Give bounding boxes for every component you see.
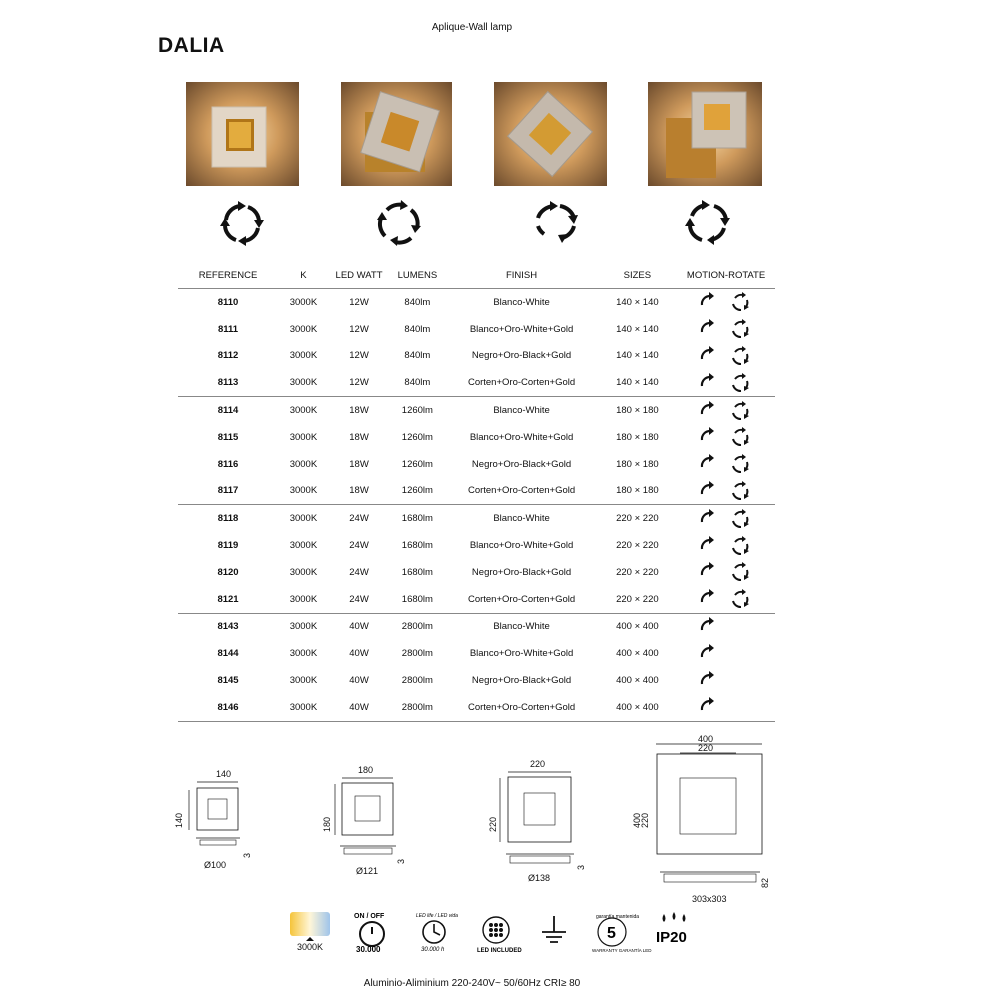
motion-rotate-cell xyxy=(677,478,775,505)
rotate-arrow-icon xyxy=(697,508,719,530)
svg-text:LED life / LED vida: LED life / LED vida xyxy=(416,913,458,919)
ground-icon xyxy=(536,910,572,950)
motion-rotate-cell xyxy=(677,397,775,424)
motion-rotate-cell xyxy=(677,667,775,694)
reference-cell: 8117 xyxy=(178,478,278,505)
finish-cell: Blanco-White xyxy=(493,405,550,417)
col-sizes: SIZES xyxy=(598,262,678,289)
k-cell: 3000K xyxy=(289,405,318,417)
size-cell: 140 × 140 xyxy=(616,296,659,308)
lumens-cell: 2800lm xyxy=(401,621,433,633)
reference-cell: 8120 xyxy=(217,566,239,578)
rotate-arrow-icon xyxy=(697,345,719,367)
rotate-cycle-small-icon xyxy=(729,291,751,313)
col-motion-rotate: MOTION-ROTATE xyxy=(677,262,775,289)
lumens-cell: 1260lm xyxy=(401,405,433,417)
svg-text:220: 220 xyxy=(488,816,498,832)
size-cell: 180 × 180 xyxy=(616,405,659,417)
watt-cell: 18W xyxy=(349,431,369,443)
lumens-cell: 2800lm xyxy=(389,694,445,721)
table-row xyxy=(178,613,775,640)
motion-rotate-cell xyxy=(677,289,775,316)
watt-cell: 40W xyxy=(349,621,369,633)
watt-cell: 18W xyxy=(329,478,389,505)
rotate-cycle-small-icon xyxy=(729,508,751,530)
lumens-cell: 2800lm xyxy=(401,675,433,687)
svg-text:180: 180 xyxy=(322,816,332,832)
rotate-arrow-icon xyxy=(697,291,719,313)
k-cell: 3000K xyxy=(278,369,329,396)
svg-text:Ø100: Ø100 xyxy=(204,860,227,870)
motion-rotate-cell xyxy=(677,424,775,451)
lumens-cell: 1260lm xyxy=(389,478,445,505)
k-cell: 3000K xyxy=(289,675,318,687)
size-cell: 220 × 220 xyxy=(616,566,659,578)
rotate-arrow-icon xyxy=(697,616,719,638)
table-row xyxy=(178,667,775,694)
k-cell: 3000K xyxy=(289,621,318,633)
rotate-cycle-icon xyxy=(682,198,734,248)
table-row xyxy=(178,559,775,586)
dimension-diagram-220 xyxy=(488,756,588,886)
page-subtitle: Aplique-Wall lamp xyxy=(431,22,513,33)
table-row xyxy=(178,478,775,505)
rotate-cycle-small-icon xyxy=(729,345,751,367)
rotate-cycle-small-icon xyxy=(729,480,751,502)
watt-cell: 40W xyxy=(349,648,369,660)
svg-text:garantía mantenida: garantía mantenida xyxy=(596,914,640,920)
reference-cell: 8116 xyxy=(217,458,239,470)
svg-text:82: 82 xyxy=(760,877,770,888)
k-cell: 3000K xyxy=(289,431,318,443)
motion-rotate-cell xyxy=(677,316,775,343)
rotate-arrow-icon xyxy=(697,426,719,448)
svg-text:WARRANTY GARANTÍA LED: WARRANTY GARANTÍA LED xyxy=(592,948,652,953)
table-row xyxy=(178,451,775,478)
rotate-cycle-small-icon xyxy=(729,400,751,422)
on-off-icon xyxy=(350,910,394,954)
rotate-arrow-icon xyxy=(697,372,719,394)
finish-cell: Negro+Oro-Black+Gold xyxy=(471,458,572,470)
table-row xyxy=(178,505,775,532)
reference-cell: 8113 xyxy=(178,369,278,396)
rotate-cycle-small-icon xyxy=(729,453,751,475)
size-cell: 400 × 400 xyxy=(616,648,659,660)
reference-cell: 8114 xyxy=(217,405,239,417)
size-cell: 220 × 220 xyxy=(616,513,659,525)
motion-rotate-cell xyxy=(677,694,775,721)
svg-text:3: 3 xyxy=(396,858,406,864)
lumens-cell: 1260lm xyxy=(401,431,433,443)
table-row xyxy=(178,397,775,424)
reference-cell: 8112 xyxy=(217,350,239,362)
table-row xyxy=(178,343,775,370)
watt-cell: 24W xyxy=(349,513,369,525)
svg-text:LED INCLUDED: LED INCLUDED xyxy=(477,948,522,954)
k-cell: 3000K xyxy=(289,296,318,308)
finish-cell: Blanco+Oro-White+Gold xyxy=(469,540,574,552)
rotate-arrow-icon xyxy=(697,535,719,557)
finish-cell: Blanco-White xyxy=(493,296,550,308)
table-row xyxy=(178,424,775,451)
k-cell: 3000K xyxy=(289,540,318,552)
reference-cell: 8146 xyxy=(178,694,278,721)
size-cell: 180 × 180 xyxy=(598,478,678,505)
motion-rotate-cell xyxy=(677,505,775,532)
lumens-cell: 1680lm xyxy=(401,566,433,578)
size-cell: 140 × 140 xyxy=(616,323,659,335)
lumens-cell: 840lm xyxy=(389,369,445,396)
watt-cell: 24W xyxy=(329,586,389,613)
reference-cell: 8111 xyxy=(217,323,239,335)
led-life-icon xyxy=(412,910,456,954)
motion-rotate-cell xyxy=(677,369,775,396)
k-cell: 3000K xyxy=(289,513,318,525)
dimension-diagram-140 xyxy=(176,768,266,876)
k-cell: 3000K xyxy=(278,694,329,721)
reference-cell: 8121 xyxy=(178,586,278,613)
watt-cell: 12W xyxy=(349,323,369,335)
finish-cell: Blanco+Oro-White+Gold xyxy=(469,323,574,335)
svg-text:30.000 h: 30.000 h xyxy=(421,947,445,953)
product-photo-front xyxy=(186,82,299,186)
svg-text:400: 400 xyxy=(698,734,714,744)
rotate-cycle-small-icon xyxy=(729,426,751,448)
product-photo-diamond xyxy=(494,82,607,186)
spec-table xyxy=(178,262,775,722)
k-cell: 3000K xyxy=(289,458,318,470)
rotate-arrow-icon xyxy=(697,318,719,340)
k-cell: 3000K xyxy=(289,566,318,578)
svg-text:ON / OFF: ON / OFF xyxy=(354,913,385,920)
warranty-icon xyxy=(590,910,652,954)
lumens-cell: 1680lm xyxy=(401,540,433,552)
watt-cell: 12W xyxy=(349,350,369,362)
finish-cell: Negro+Oro-Black+Gold xyxy=(471,350,572,362)
size-cell: 400 × 400 xyxy=(616,675,659,687)
finish-cell: Blanco-White xyxy=(493,513,550,525)
table-row xyxy=(178,694,775,721)
finish-cell: Corten+Oro-Corten+Gold xyxy=(446,586,598,613)
lumens-cell: 840lm xyxy=(404,323,431,335)
size-cell: 140 × 140 xyxy=(598,369,678,396)
lumens-cell: 1680lm xyxy=(401,513,433,525)
lumens-cell: 840lm xyxy=(404,296,431,308)
watt-cell: 40W xyxy=(329,694,389,721)
svg-text:30.000: 30.000 xyxy=(356,945,381,954)
watt-cell: 24W xyxy=(349,540,369,552)
rotate-cycle-small-icon xyxy=(729,561,751,583)
rotate-cycle-icon xyxy=(373,198,425,248)
rotate-cycle-small-icon xyxy=(729,318,751,340)
finish-cell: Negro+Oro-Black+Gold xyxy=(471,675,572,687)
watt-cell: 40W xyxy=(349,675,369,687)
reference-cell: 8118 xyxy=(217,513,239,525)
cct-icon xyxy=(288,910,332,952)
svg-text:220: 220 xyxy=(698,743,714,753)
lumens-cell: 1680lm xyxy=(389,586,445,613)
watt-cell: 12W xyxy=(329,369,389,396)
product-photo-rotated xyxy=(341,82,452,186)
led-included-icon xyxy=(474,910,522,954)
finish-cell: Corten+Oro-Corten+Gold xyxy=(446,369,598,396)
table-row xyxy=(178,640,775,667)
col-reference: REFERENCE xyxy=(178,262,278,289)
rotate-arrow-icon xyxy=(697,561,719,583)
svg-text:180: 180 xyxy=(358,765,374,775)
finish-cell: Blanco+Oro-White+Gold xyxy=(469,648,574,660)
dimension-diagram-400 xyxy=(632,734,776,908)
table-row xyxy=(178,289,775,316)
reference-cell: 8119 xyxy=(217,540,239,552)
svg-text:140: 140 xyxy=(174,812,184,828)
motion-rotate-cell xyxy=(677,532,775,559)
finish-cell: Corten+Oro-Corten+Gold xyxy=(446,694,598,721)
k-cell: 3000K xyxy=(289,350,318,362)
svg-text:140: 140 xyxy=(216,769,232,779)
table-row xyxy=(178,316,775,343)
svg-text:5: 5 xyxy=(607,925,616,942)
product-photo-offset xyxy=(648,82,762,186)
svg-text:220: 220 xyxy=(530,759,546,769)
rotate-arrow-icon xyxy=(697,588,719,610)
svg-text:3: 3 xyxy=(242,852,252,858)
size-cell: 400 × 400 xyxy=(598,694,678,721)
svg-text:Ø138: Ø138 xyxy=(528,873,551,883)
rotate-cycle-small-icon xyxy=(729,372,751,394)
motion-rotate-cell xyxy=(677,559,775,586)
rotate-cycle-small-icon xyxy=(729,535,751,557)
k-cell: 3000K xyxy=(278,478,329,505)
table-row xyxy=(178,532,775,559)
motion-rotate-cell xyxy=(677,586,775,613)
spec-footer: Aluminio-Aliminium 220-240V~ 50/60Hz CRI≥ 80 xyxy=(363,978,581,989)
col-k: K xyxy=(278,262,329,289)
watt-cell: 18W xyxy=(349,458,369,470)
table-header-row xyxy=(178,262,775,289)
size-cell: 180 × 180 xyxy=(616,431,659,443)
lumens-cell: 1260lm xyxy=(401,458,433,470)
rotate-cycle-small-icon xyxy=(729,588,751,610)
motion-rotate-cell xyxy=(677,613,775,640)
size-cell: 400 × 400 xyxy=(616,621,659,633)
k-cell: 3000K xyxy=(278,586,329,613)
motion-rotate-cell xyxy=(677,343,775,370)
finish-cell: Blanco-White xyxy=(493,621,550,633)
svg-text:3: 3 xyxy=(576,864,586,870)
reference-cell: 8143 xyxy=(217,621,239,633)
rotate-cycle-icon xyxy=(216,198,268,248)
rotate-arrow-icon xyxy=(697,480,719,502)
product-title: DALIA xyxy=(158,34,225,57)
finish-cell: Blanco+Oro-White+Gold xyxy=(469,431,574,443)
watt-cell: 24W xyxy=(349,566,369,578)
ip-rating-icon xyxy=(652,910,696,950)
rotate-arrow-icon xyxy=(697,400,719,422)
watt-cell: 18W xyxy=(349,405,369,417)
size-cell: 220 × 220 xyxy=(616,540,659,552)
k-cell: 3000K xyxy=(289,648,318,660)
table-row xyxy=(178,586,775,613)
rotate-arrow-icon xyxy=(697,453,719,475)
col-finish: FINISH xyxy=(446,262,598,289)
feature-icons xyxy=(288,910,696,954)
svg-text:220: 220 xyxy=(640,812,650,828)
dimension-diagram-180 xyxy=(322,762,412,880)
reference-cell: 8144 xyxy=(217,648,239,660)
svg-text:400: 400 xyxy=(632,812,642,828)
size-cell: 220 × 220 xyxy=(598,586,678,613)
rotate-arrow-icon xyxy=(697,670,719,692)
rotate-arrow-icon xyxy=(697,696,719,718)
lumens-cell: 840lm xyxy=(404,350,431,362)
col-led-watt: LED WATT xyxy=(329,262,389,289)
motion-rotate-cell xyxy=(677,640,775,667)
k-cell: 3000K xyxy=(289,323,318,335)
finish-cell: Negro+Oro-Black+Gold xyxy=(471,566,572,578)
motion-rotate-cell xyxy=(677,451,775,478)
size-cell: 180 × 180 xyxy=(616,458,659,470)
table-row xyxy=(178,369,775,396)
watt-cell: 12W xyxy=(349,296,369,308)
rotate-arrow-icon xyxy=(697,643,719,665)
col-lumens: LUMENS xyxy=(389,262,445,289)
lumens-cell: 2800lm xyxy=(401,648,433,660)
svg-text:IP20: IP20 xyxy=(656,929,687,946)
size-cell: 140 × 140 xyxy=(616,350,659,362)
rotate-cycle-icon xyxy=(530,198,582,248)
reference-cell: 8115 xyxy=(217,431,239,443)
svg-text:303x303: 303x303 xyxy=(692,894,727,904)
reference-cell: 8145 xyxy=(217,675,239,687)
svg-text:Ø121: Ø121 xyxy=(356,866,379,876)
cct-label: 3000K xyxy=(296,942,324,952)
reference-cell: 8110 xyxy=(217,296,239,308)
finish-cell: Corten+Oro-Corten+Gold xyxy=(446,478,598,505)
